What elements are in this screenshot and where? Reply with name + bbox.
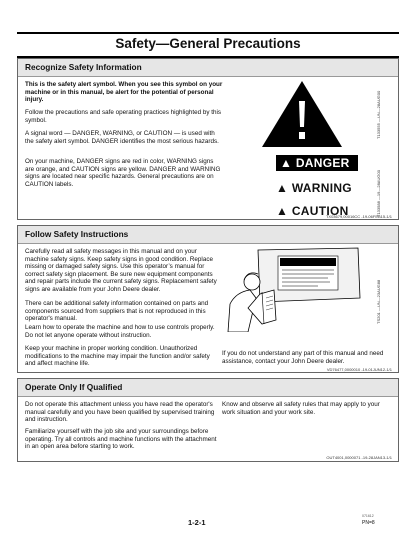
section-heading: Follow Safety Instructions bbox=[18, 226, 398, 244]
paragraph: If you do not understand any part of this manual and need assistance, contact your John Deere dealer. bbox=[222, 350, 384, 365]
paragraph: A signal word — DANGER, WARNING, or CAUTION — is used with the safety alert symbol. DANGER identifies the most serious hazards. bbox=[25, 130, 219, 145]
section-operate-qualified bbox=[17, 378, 399, 462]
date-code: 071612 bbox=[362, 514, 374, 518]
danger-sign bbox=[276, 155, 358, 171]
reference-code: OUT4001,0000071 -19-28JAN13-1/1 bbox=[326, 455, 392, 460]
paragraph: Know and observe all safety rules that may apply to your work situation and your work site. bbox=[222, 401, 380, 416]
paragraph: This is the safety alert symbol. When you see this symbol on your machine or in this manual, be alert for the potential of personal injury. bbox=[25, 81, 223, 104]
paragraph: Learn how to operate the machine and how to use controls properly. Do not let anyone operate without instruction. bbox=[25, 324, 215, 339]
paragraph: There can be additional safety information contained on parts and components sourced from suppliers that is not reproduced in this operator's manual. bbox=[25, 300, 209, 323]
paragraph: Carefully read all safety messages in this manual and on your machine safety signs. Keep safety signs in good condition. Replace missing or damaged safety signs. Use this operator’s manual for correct safety sign placement. Be sure new equipment components and repair parts include the current safety signs. Replacement safety signs are available from your John Deere dealer. bbox=[25, 248, 217, 293]
alert-triangle-icon: ▲ bbox=[280, 156, 293, 170]
warning-sign bbox=[276, 181, 352, 195]
paragraph: Keep your machine in proper working condition. Unauthorized modifications to the machine may impair the function and/or safety and affect machine life. bbox=[25, 345, 210, 368]
warning-label: WARNING bbox=[291, 181, 352, 195]
section-recognize-safety bbox=[17, 58, 399, 220]
paragraph: On your machine, DANGER signs are red in color, WARNING signs are orange, and CAUTION signs are yellow. DANGER and WARNING signs are located near specific hazards. General precautions are on CAUTION labels. bbox=[25, 158, 221, 188]
page-title: Safety—General Precautions bbox=[17, 32, 399, 58]
figure-id: TS201 —UN—23AUG88 bbox=[376, 279, 381, 324]
section-heading: Recognize Safety Information bbox=[18, 59, 398, 77]
paragraph: Do not operate this attachment unless you have read the operator's manual carefully and you have been qualified by supervised training and instruction. bbox=[25, 401, 215, 424]
reference-code: VD76477,0000010 -19-01JUN12-1/1 bbox=[326, 367, 392, 372]
alert-triangle-icon: ▲ bbox=[276, 181, 289, 195]
figure-id: T133555 —UN—28AUG00 bbox=[376, 90, 381, 139]
operator-reading-manual-illustration bbox=[218, 246, 368, 332]
alert-triangle-icon: ▲ bbox=[276, 204, 289, 218]
section-heading: Operate Only If Qualified bbox=[18, 379, 398, 397]
danger-label: DANGER bbox=[295, 156, 350, 170]
section-follow-instructions bbox=[17, 225, 399, 373]
figure-id: T133588 —19—28AUG00 bbox=[376, 170, 381, 217]
safety-alert-symbol-icon bbox=[260, 79, 344, 149]
caution-label: CAUTION bbox=[291, 204, 349, 218]
pn-label: PN=8 bbox=[362, 520, 375, 526]
paragraph: Follow the precautions and safe operating practices highlighted by this symbol. bbox=[25, 109, 222, 124]
paragraph: Familiarize yourself with the job site and your surroundings before operating. Try all controls and machine functions with the attachment in an open area before starting to work. bbox=[25, 428, 217, 451]
page-number: 1-2-1 bbox=[188, 518, 206, 527]
reference-code: TX03679,00016CC -19-06FEB15-1/1 bbox=[325, 214, 392, 219]
